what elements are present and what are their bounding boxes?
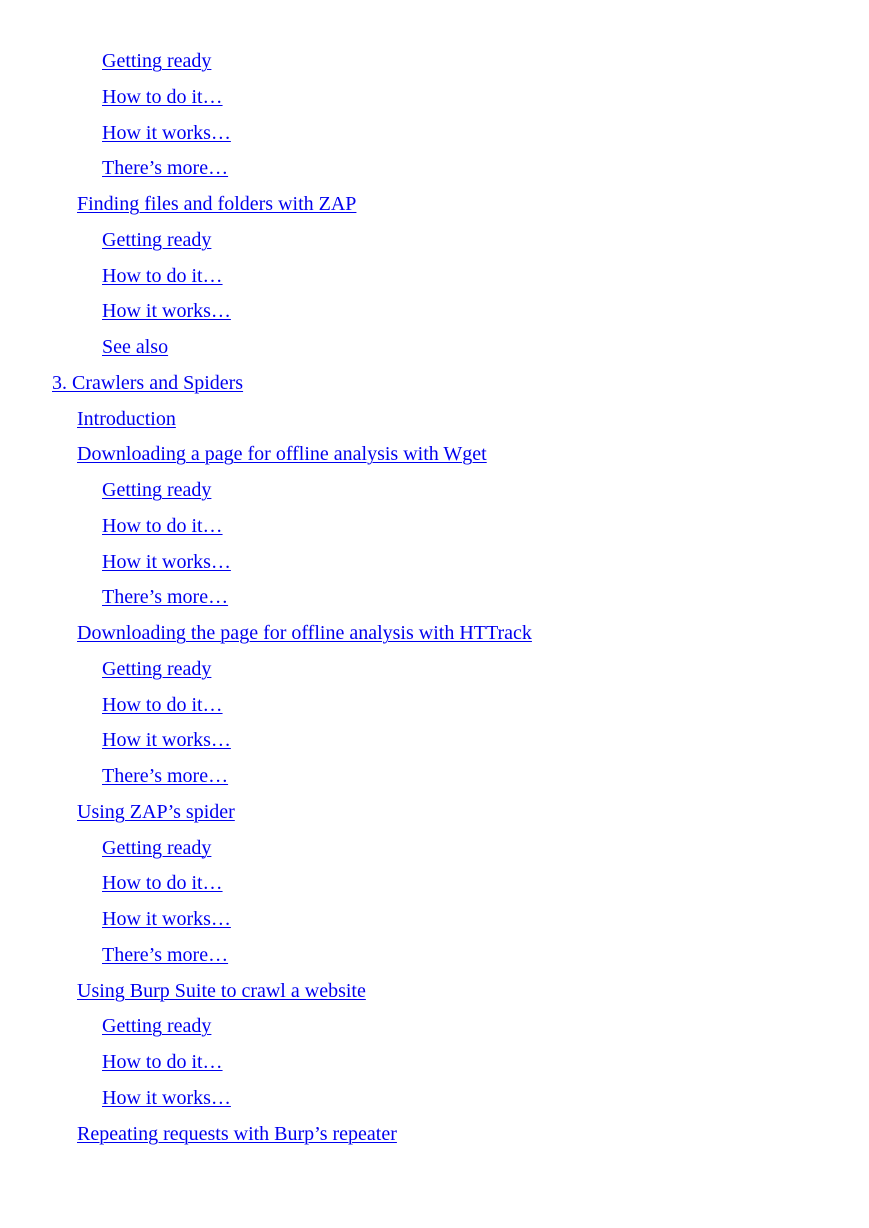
toc-entry xyxy=(0,259,869,295)
toc-entry xyxy=(0,938,869,974)
toc-entry xyxy=(0,44,869,80)
toc-link-downloading-page-with-httrack[interactable]: Downloading the page for offline analysis with HTTrack xyxy=(77,622,532,644)
toc-link-how-it-works[interactable]: How it works… xyxy=(102,729,231,752)
toc-entry xyxy=(0,974,869,1010)
toc-entry xyxy=(0,652,869,688)
toc-entry xyxy=(0,402,869,438)
toc-link-repeating-requests-with-burps-repeater[interactable]: Repeating requests with Burp’s repeater xyxy=(77,1122,397,1145)
toc-entry xyxy=(0,580,869,616)
toc-entry xyxy=(0,116,869,152)
toc-link-getting-ready[interactable]: Getting ready xyxy=(102,657,212,680)
toc-entry xyxy=(0,1117,869,1153)
toc-link-how-to-do-it[interactable]: How to do it… xyxy=(102,514,223,537)
toc-entry xyxy=(0,795,869,831)
toc-link-see-also[interactable]: See also xyxy=(102,336,169,358)
toc-link-how-to-do-it[interactable]: How to do it… xyxy=(102,85,223,108)
toc-link-getting-ready[interactable]: Getting ready xyxy=(102,836,212,859)
toc-link-using-zaps-spider[interactable]: Using ZAP’s spider xyxy=(77,800,235,823)
toc-entry xyxy=(0,723,869,759)
toc-link-how-it-works[interactable]: How it works… xyxy=(102,300,231,323)
toc-entry xyxy=(0,330,869,366)
toc-link-finding-files-and-folders-with-zap[interactable]: Finding files and folders with ZAP xyxy=(77,193,357,215)
toc-link-getting-ready[interactable]: Getting ready xyxy=(102,50,212,72)
toc-entry xyxy=(0,902,869,938)
toc-link-chapter-3-crawlers-and-spiders[interactable]: 3. Crawlers and Spiders xyxy=(52,371,244,394)
toc-link-how-to-do-it[interactable]: How to do it… xyxy=(102,872,223,895)
toc-link-how-to-do-it[interactable]: How to do it… xyxy=(102,1051,223,1073)
toc-entry xyxy=(0,831,869,867)
toc-entry xyxy=(0,1009,869,1045)
toc-link-introduction[interactable]: Introduction xyxy=(77,407,176,430)
toc-link-how-it-works[interactable]: How it works… xyxy=(102,1086,231,1109)
toc-link-theres-more[interactable]: There’s more… xyxy=(102,765,229,787)
toc-entry xyxy=(0,223,869,259)
toc-entry xyxy=(0,616,869,652)
toc-link-getting-ready[interactable]: Getting ready xyxy=(102,1015,212,1038)
toc-link-downloading-page-with-wget[interactable]: Downloading a page for offline analysis with Wget xyxy=(77,443,487,466)
toc-entry xyxy=(0,1081,869,1117)
toc-link-theres-more[interactable]: There’s more… xyxy=(102,157,229,180)
toc-link-how-to-do-it[interactable]: How to do it… xyxy=(102,693,223,716)
toc-link-getting-ready[interactable]: Getting ready xyxy=(102,228,212,251)
toc-entry xyxy=(0,294,869,330)
toc-entry xyxy=(0,187,869,223)
toc-link-how-to-do-it[interactable]: How to do it… xyxy=(102,264,223,287)
toc-entry xyxy=(0,80,869,116)
toc-entry xyxy=(0,437,869,473)
toc-entry xyxy=(0,151,869,187)
toc-entry xyxy=(0,688,869,724)
toc-entry xyxy=(0,1045,869,1081)
toc-entry xyxy=(0,545,869,581)
toc-entry xyxy=(0,473,869,509)
toc-link-theres-more[interactable]: There’s more… xyxy=(102,586,229,609)
toc-entry xyxy=(0,509,869,545)
toc-entry xyxy=(0,866,869,902)
toc-link-using-burp-suite-to-crawl[interactable]: Using Burp Suite to crawl a website xyxy=(77,979,366,1002)
toc-link-theres-more[interactable]: There’s more… xyxy=(102,943,229,966)
toc-link-how-it-works[interactable]: How it works… xyxy=(102,121,231,144)
toc-chapter-entry xyxy=(0,366,869,402)
toc-link-getting-ready[interactable]: Getting ready xyxy=(102,479,212,501)
table-of-contents xyxy=(0,44,869,1152)
toc-link-how-it-works[interactable]: How it works… xyxy=(102,908,231,930)
toc-link-how-it-works[interactable]: How it works… xyxy=(102,550,231,573)
toc-entry xyxy=(0,759,869,795)
